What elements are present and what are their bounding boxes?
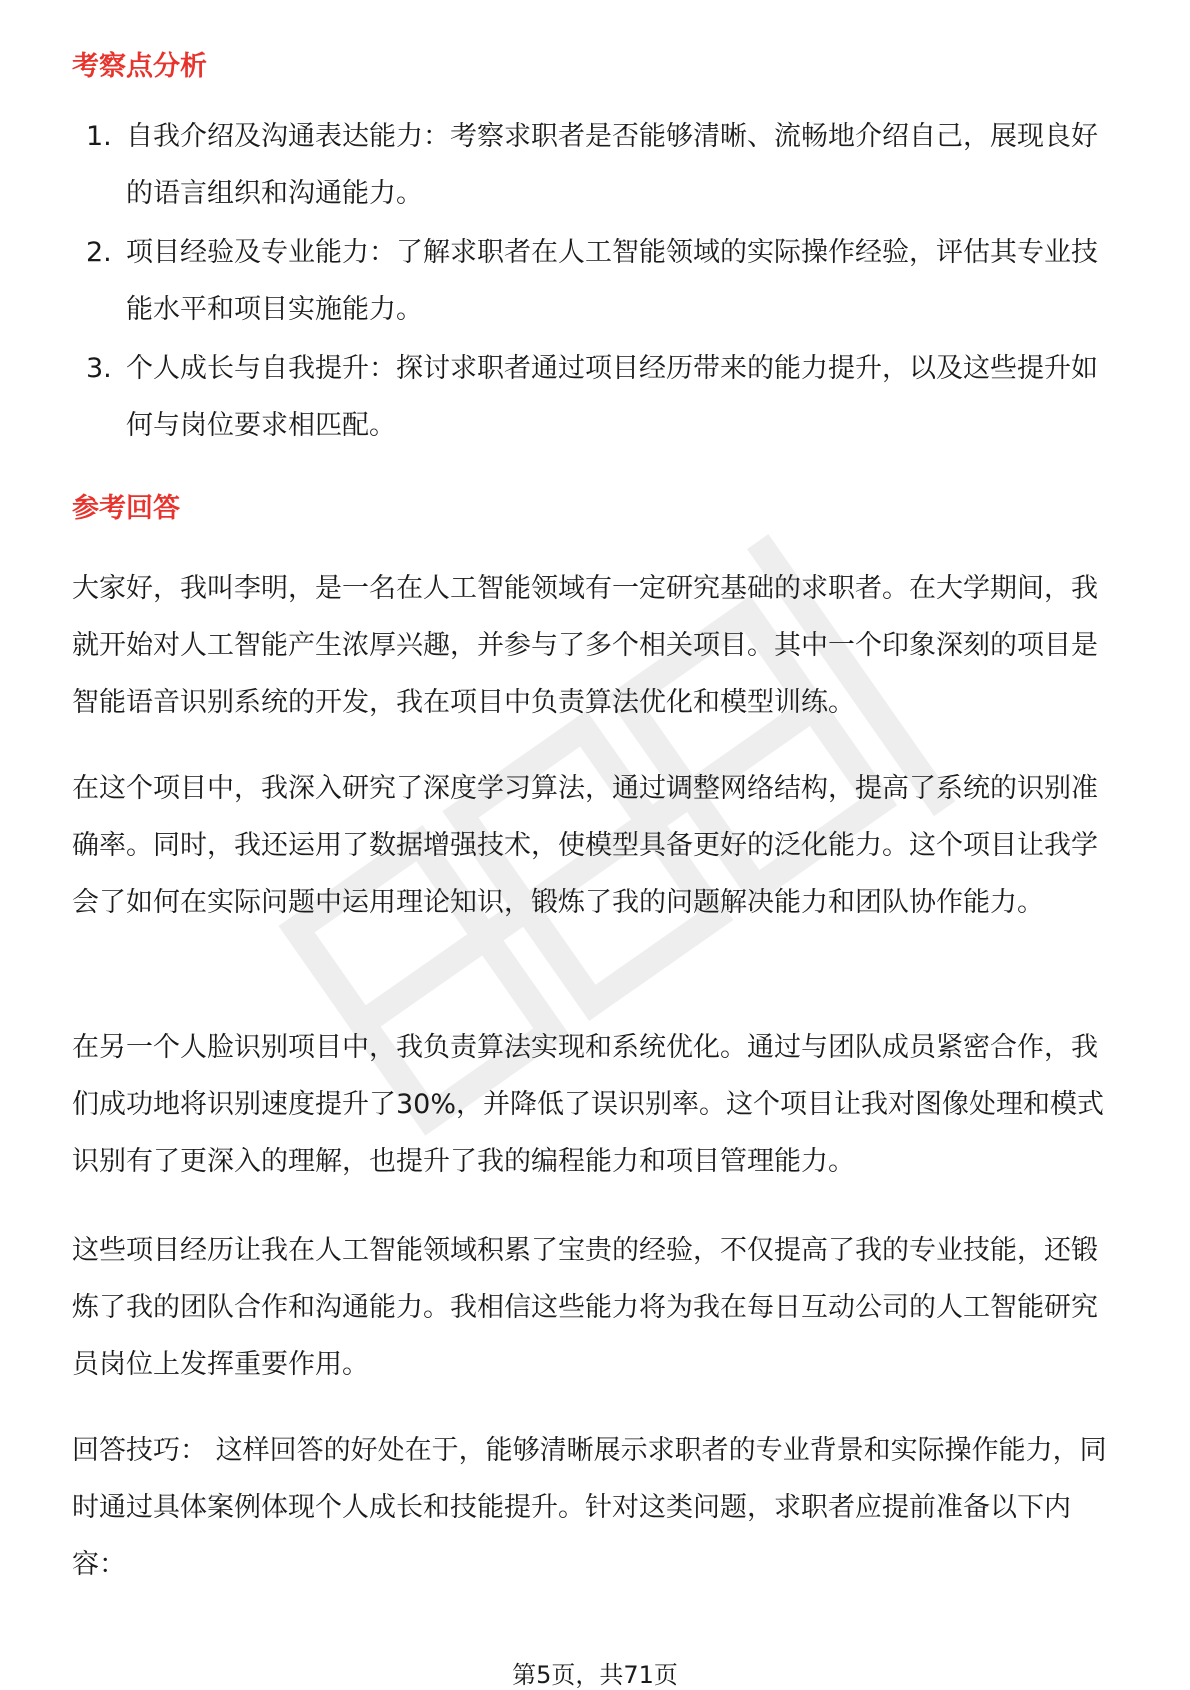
list-text: 自我介绍及沟通表达能力：考察求职者是否能够清晰、流畅地介绍自己，展现良好的语言组织和沟通能力。 (126, 121, 1098, 209)
list-item (72, 340, 1122, 454)
section-heading-reference-answer: 参考回答 (72, 493, 180, 524)
list-text: 个人成长与自我提升：探讨求职者通过项目经历带来的能力提升，以及这些提升如何与岗位要求相匹配。 (126, 353, 1098, 441)
list-number: 3. (86, 353, 112, 384)
section-heading-analysis: 考察点分析 (72, 51, 207, 82)
list-text: 项目经验及专业能力：了解求职者在人工智能领域的实际操作经验，评估其专业技能水平和项目实施能力。 (126, 237, 1098, 325)
page-number-footer: 第5页，共71页 (512, 1661, 678, 1689)
list-number: 1. (86, 121, 112, 152)
list-item (72, 224, 1122, 338)
list-number: 2. (86, 237, 112, 268)
answer-paragraph-3: 在另一个人脸识别项目中，我负责算法实现和系统优化。通过与团队成员紧密合作，我们成功地将识别速度提升了30%，并降低了误识别率。这个项目让我对图像处理和模式识别有了更深入的理解，也提升了我的编程能力和项目管理能力。 (72, 1032, 1105, 1177)
answer-paragraph-1: 大家好，我叫李明，是一名在人工智能领域有一定研究基础的求职者。在大学期间，我就开始对人工智能产生浓厚兴趣，并参与了多个相关项目。其中一个印象深刻的项目是智能语音识别系统的开发，我在项目中负责算法优化和模型训练。 (72, 573, 1098, 718)
answer-paragraph-2: 在这个项目中，我深入研究了深度学习算法，通过调整网络结构，提高了系统的识别准确率。同时，我还运用了数据增强技术，使模型具备更好的泛化能力。这个项目让我学会了如何在实际问题中运用理论知识，锻炼了我的问题解决能力和团队协作能力。 (72, 773, 1098, 918)
answer-tips-paragraph: 回答技巧： 这样回答的好处在于，能够清晰展示求职者的专业背景和实际操作能力，同时通过具体案例体现个人成长和技能提升。针对这类问题，求职者应提前准备以下内容： (72, 1435, 1107, 1580)
analysis-list (72, 108, 1122, 456)
list-item (72, 108, 1122, 222)
answer-paragraph-4: 这些项目经历让我在人工智能领域积累了宝贵的经验，不仅提高了我的专业技能，还锻炼了我的团队合作和沟通能力。我相信这些能力将为我在每日互动公司的人工智能研究员岗位上发挥重要作用。 (72, 1235, 1098, 1380)
